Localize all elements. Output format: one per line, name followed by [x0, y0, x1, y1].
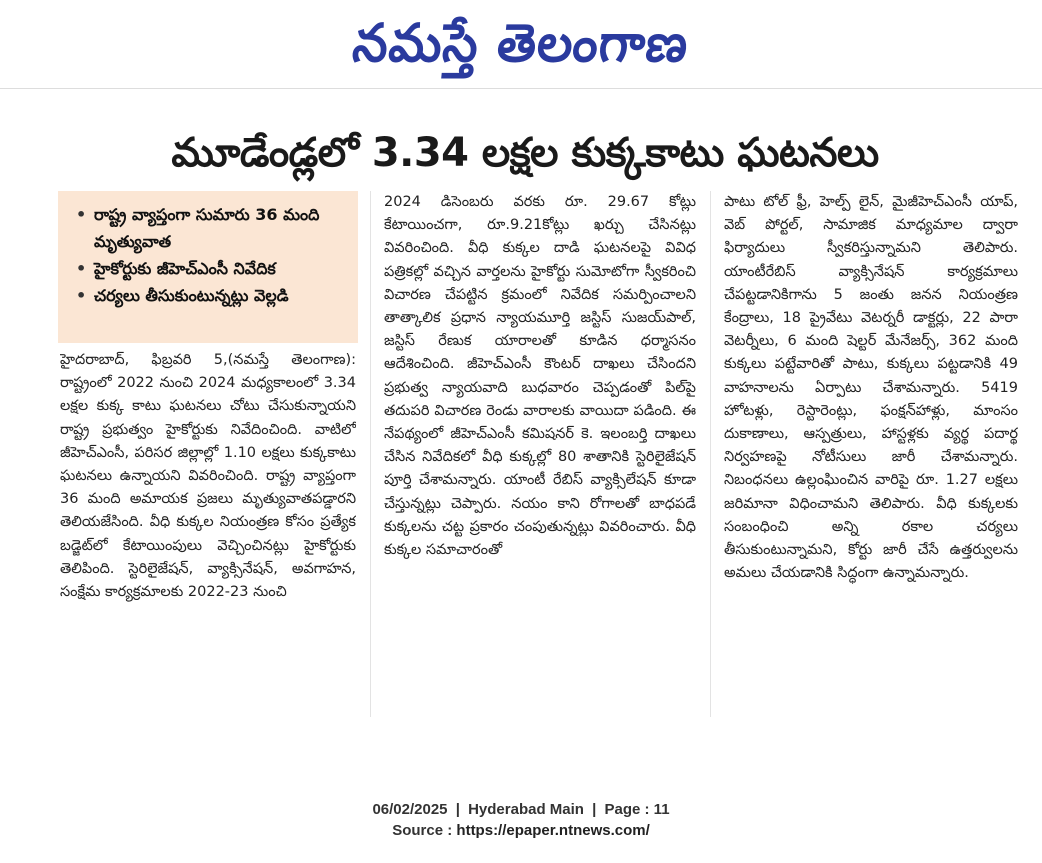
- masthead-divider: [0, 88, 1042, 89]
- article-column-1: [60, 349, 356, 719]
- footer-date: 06/02/2025: [372, 801, 448, 818]
- highlights-list: [70, 201, 346, 309]
- footer-source: [0, 822, 1042, 839]
- footer-edition-info: [0, 801, 1042, 818]
- column-3-text: పాటు టోల్ ఫ్రీ, హెల్ప్ లైన్, మైజీహెచ్ఎంసీ యాప్, వెబ్ పోర్టల్, సామాజిక మాధ్యమాల ద్వారా ఫిర్యాదులు స్వీకరిస్తున్నామని తెలిపారు. యాంటీరేబిస్ వ్యాక్సినేషన్ కార్యక్రమాలు చేపట్టడానికిగాను 5 జంతు జనన నియంత్రణ కేంద్రాలు, 18 ప్రైవేటు వెటర్నరీ డాక్టర్లు, 22 పారా వెటర్నీలు, 6 మంది షెల్టర్ మేనేజర్స్, 362 మంది కుక్కలు పట్టేవారితో పాటు, కుక్కలు పట్టడానికి 49 వాహనాలను ఏర్పాటు చేశామన్నారు. 5419 హోటళ్లు, రెస్టారెంట్లు, ఫంక్షన్‌హాళ్లు, మాంసం దుకాణాలు, ఆస్పత్రులు, హాస్టళ్లకు వ్యర్థ పదార్థ నిర్వహణపై నోటీసులు జారీ చేశామన్నారు. నిబంధనలు ఉల్లంఘించిన వారిపై రూ. 1.27 లక్షలు జరిమానా విధించామని తెలిపారు. వీధి కుక్కలకు సంబంధించి అన్ని రకాల చర్యలు తీసుకుంటున్నామని, కోర్టు జారీ చేసే ఉత్తర్వులను అమలు చేయడానికి సిద్ధంగా ఉన్నామన్నారు.: [724, 194, 1018, 582]
- footer-edition: Hyderabad Main: [468, 801, 584, 818]
- footer-separator: |: [592, 801, 597, 818]
- column-rule: [370, 191, 371, 717]
- footer-page: Page : 11: [604, 801, 670, 818]
- footer-source-link[interactable]: https://epaper.ntnews.com/: [456, 822, 650, 839]
- article-column-3: [724, 191, 1018, 719]
- column-1-text: హైదరాబాద్, ఫిబ్రవరి 5,(నమస్తే తెలంగాణ): రాష్ట్రంలో 2022 నుంచి 2024 మధ్యకాలంలో 3.34 లక్షల కుక్క కాటు ఘటనలు చోటు చేసుకున్నాయని రాష్ట్ర ప్రభుత్వం హైకోర్టుకు నివేదించింది. వాటిలో జీహెచ్ఎంసీ, పరిసర జిల్లాల్లో 1.10 లక్షలు కుక్కకాటు ఘటనలు ఉన్నాయని వివరించింది. రాష్ట్ర వ్యాప్తంగా 36 మంది అమాయక ప్రజలు మృత్యువాతపడ్డారని తెలియజేసింది. వీధి కుక్కల నియంత్రణ కోసం ప్రత్యేక బడ్జెట్‌లో కేటాయింపులు వెచ్చించినట్లు హైకోర్టుకు తెలిపింది. స్టెరిలైజేషన్, వ్యాక్సినేషన్, అవగాహన, సంక్షేమ కార్యక్రమాలకు 2022-23 నుంచి: [60, 352, 356, 601]
- masthead-logo-text: నమస్తే తెలంగాణ: [350, 12, 692, 74]
- highlight-item: • హైకోర్టుకు జీహెచ్‌ఎంసీ నివేదిక: [70, 255, 346, 282]
- highlight-item: • రాష్ట్ర వ్యాప్తంగా సుమారు 36 మంది మృత్యువాత: [70, 201, 346, 255]
- column-2-text: 2024 డిసెంబరు వరకు రూ. 29.67 కోట్లు కేటాయించగా, రూ.9.21కోట్లు ఖర్చు చేసినట్లు వివరించింది. వీధి కుక్కల దాడి ఘటనలపై వివిధ పత్రికల్లో వచ్చిన వార్తలను హైకోర్టు సుమోటోగా స్వీకరించి విచారణ చేపట్టిన క్రమంలో నివేదిక సమర్పించాలని తాత్కాలిక ప్రధాన న్యాయమూర్తి జస్టిస్ సుజయ్‌పాల్, జస్టిస్ రేణుక యారాలతో కూడిన ధర్మాసనం ఆదేశించింది. జీహెచ్ఎంసీ కౌంటర్ దాఖలు చేసిందని ప్రభుత్వ న్యాయవాది బుధవారం చెప్పడంతో పిల్‌పై తదుపరి విచారణ రెండు వారాలకు వాయిదా పడింది. ఈ నేపథ్యంలో జీహెచ్ఎంసీ కమిషనర్ కె. ఇలంబర్తి దాఖలు చేసిన నివేదికలో వీధి కుక్కల్లో 80 శాతానికి స్టెరిలైజేషన్ పూర్తి చేశామన్నారు. యాంటీ రేబిస్ వ్యాక్సిలేషన్ కూడా చేస్తున్నట్లు చెప్పారు. నయం కాని రోగాలతో బాధపడే కుక్కలను చట్ట ప్రకారం చంపుతున్నట్లు వివరించారు. వీధి కుక్కల సమాచారంతో: [384, 194, 696, 559]
- column-rule: [710, 191, 711, 717]
- article-column-2: [384, 191, 696, 719]
- article-headline: మూడేండ్లలో 3.34 లక్షల కుక్కకాటు ఘటనలు: [171, 130, 879, 176]
- footer-source-label: Source :: [392, 822, 453, 839]
- footer-separator: |: [455, 801, 460, 818]
- highlight-item: • చర్యలు తీసుకుంటున్నట్లు వెల్లడి: [70, 282, 346, 309]
- newspaper-masthead: [0, 8, 1042, 78]
- highlights-box: [58, 191, 358, 343]
